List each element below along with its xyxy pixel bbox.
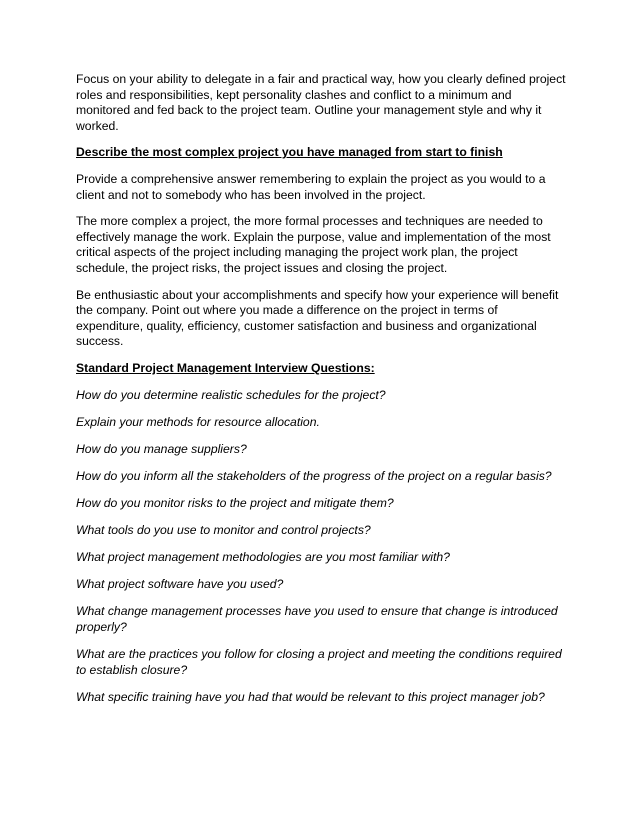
complex-project-paragraph-2: The more complex a project, the more formal processes and techniques are needed to effectively manage the work. Explain the purpose, value and implementation of the most critical aspects of the project including managing the project work plan, the project schedule, the project risks, the project issues and closing the project. [76, 214, 551, 275]
question-item: What are the practices you follow for closing a project and meeting the conditions required to establish closure? [76, 646, 562, 677]
complex-project-heading: Describe the most complex project you have managed from start to finish [76, 145, 503, 160]
question-item: What project management methodologies are you most familiar with? [76, 550, 450, 565]
complex-project-paragraph-1: Provide a comprehensive answer remembering to explain the project as you would to a client and not to somebody who has been involved in the project. [76, 171, 546, 202]
standard-questions-heading: Standard Project Management Interview Questions: [76, 360, 375, 375]
question-item: How do you monitor risks to the project and mitigate them? [76, 495, 394, 510]
question-item: How do you manage suppliers? [76, 441, 247, 456]
question-item: What specific training have you had that would be relevant to this project manager job? [76, 689, 545, 704]
question-item: What project software have you used? [76, 577, 284, 592]
question-item: What tools do you use to monitor and control projects? [76, 522, 371, 537]
question-item: What change management processes have you used to ensure that change is introduced properly? [76, 604, 558, 634]
question-item: Explain your methods for resource allocation. [76, 414, 320, 429]
complex-project-paragraph-3: Be enthusiastic about your accomplishments and specify how your experience will benefit the company. Point out where you made a difference on the project in terms of expenditure, quality, efficiency, customer satisfaction and business and organizational success. [76, 287, 559, 349]
question-item: How do you determine realistic schedules for the project? [76, 387, 386, 402]
question-item: How do you inform all the stakeholders of the progress of the project on a regular basis? [76, 468, 552, 483]
intro-paragraph: Focus on your ability to delegate in a fair and practical way, how you clearly defined project roles and responsibilities, kept personality clashes and conflict to a minimum and monitored and fed back to the project team. Outline your management style and why it worked. [76, 72, 566, 133]
document-page [76, 72, 566, 717]
